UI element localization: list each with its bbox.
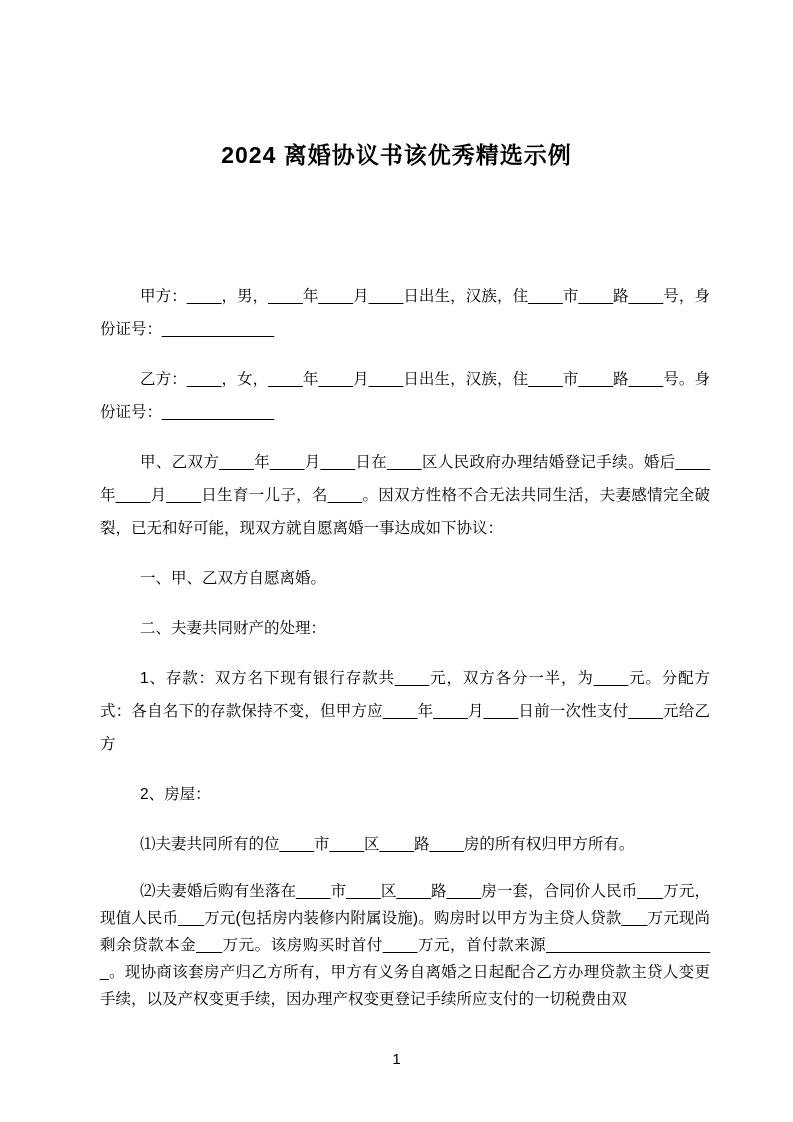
clause-2-1-deposits: 1、存款：双方名下现有银行存款共____元，双方各分一半，为____元。分配方式：各自名下的存款保持不变，但甲方应____年____月____日前一次性支付____元给乙方: [100, 670, 710, 753]
paragraph-preamble: 甲、乙双方____年____月____日在____区人民政府办理结婚登记手续。婚后____年____月____日生育一儿子，名____。因双方性格不合无法共同生活，夫妻感情完全破裂，已无和好可能，现双方就自愿离婚一事达成如下协议：: [100, 454, 710, 537]
document-title: 2024 离婚协议书该优秀精选示例: [221, 142, 572, 168]
clause-1-voluntary-divorce: 一、甲、乙双方自愿离婚。: [140, 570, 327, 587]
paragraph-party-a: 甲方：____，男，____年____月____日出生，汉族，住____市____路____号，身份证号：_____________: [100, 288, 710, 338]
clause-2-2-house-item-2: ⑵夫妻婚后购有坐落在____市____区____路____房一套，合同价人民币___万元，现值人民币___万元(包括房内装修内附属设施)。购房时以甲方为主贷人贷款___万元现尚剩余贷款本金___万元。该房购买时首付____万元，首付款来源____________________。现协商该套房产归乙方所有，甲方有义务自离婚之日起配合乙方办理贷款主贷人变更手续，以及产权变更手续，因办理产权变更登记手续所应支付的一切税费由双: [100, 883, 710, 1008]
clause-2-2-house-heading: 2、房屋：: [140, 786, 211, 803]
clause-2-2-house-item-1: ⑴夫妻共同所有的位____市____区____路____房的所有权归甲方所有。: [140, 836, 635, 853]
clause-2-property-heading: 二、夫妻共同财产的处理：: [140, 620, 327, 637]
document-body: [100, 280, 710, 1013]
page-number: 1: [392, 1051, 401, 1068]
paragraph-party-b: 乙方：____，女，____年____月____日出生，汉族，住____市____路____号。身份证号：_____________: [100, 371, 710, 421]
